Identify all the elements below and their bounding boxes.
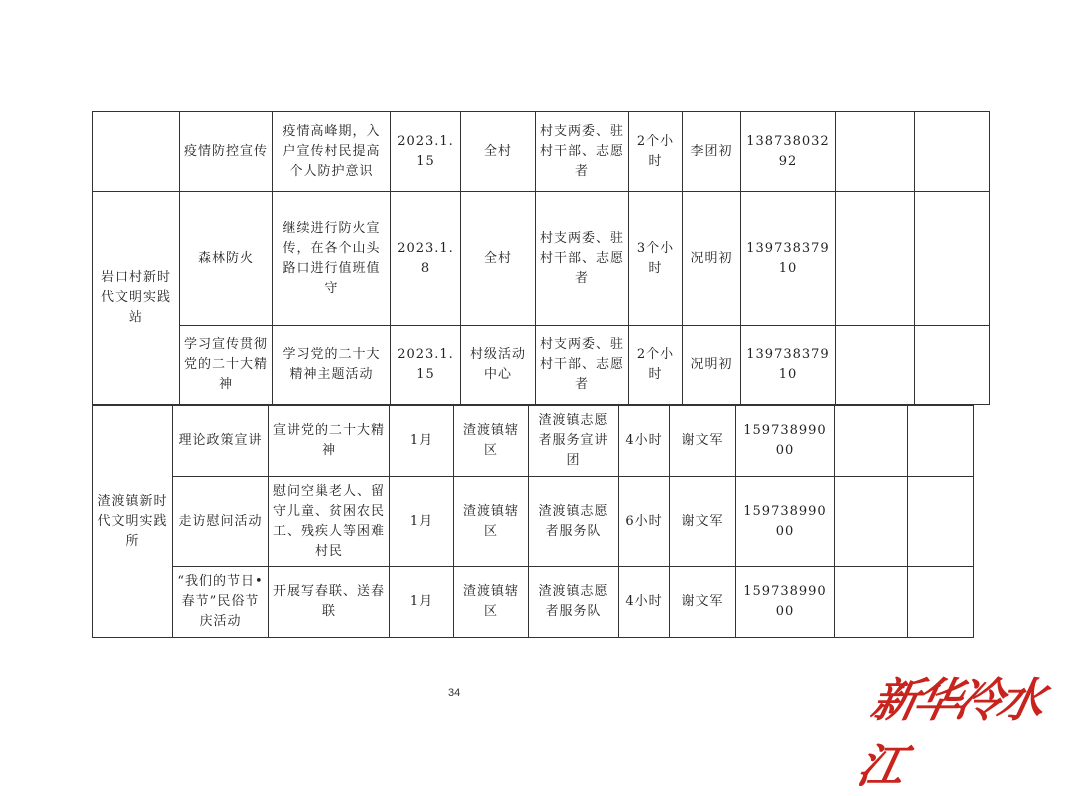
org-cell: 村支两委、驻村干部、志愿者	[536, 112, 629, 192]
content-cell: 开展写春联、送春联	[269, 567, 390, 638]
place-cell: 渣渡镇辖区	[454, 477, 529, 567]
item-cell: 学习宣传贯彻党的二十大精神	[180, 326, 273, 405]
extra-cell	[915, 112, 990, 192]
contact-cell: 况明初	[683, 192, 741, 326]
date-cell: 2023.1.15	[391, 112, 461, 192]
org-cell: 村支两委、驻村干部、志愿者	[536, 326, 629, 405]
date-cell: 1月	[390, 406, 454, 477]
unit-cell	[93, 112, 180, 192]
place-cell: 全村	[461, 192, 536, 326]
extra-cell	[836, 192, 915, 326]
extra-cell	[836, 326, 915, 405]
unit-cell: 渣渡镇新时代文明实践所	[93, 406, 173, 638]
date-cell: 1月	[390, 567, 454, 638]
unit-cell: 岩口村新时代文明实践站	[93, 192, 180, 405]
content-cell: 疫情高峰期，入户宣传村民提高个人防护意识	[273, 112, 391, 192]
org-cell: 渣渡镇志愿者服务队	[529, 567, 619, 638]
org-cell: 渣渡镇志愿者服务宣讲团	[529, 406, 619, 477]
table-row	[93, 567, 974, 638]
content-cell: 学习党的二十大精神主题活动	[273, 326, 391, 405]
date-cell: 1月	[390, 477, 454, 567]
contact-cell: 谢文军	[670, 567, 736, 638]
extra-cell	[908, 477, 974, 567]
content-cell: 继续进行防火宣传，在各个山头路口进行值班值守	[273, 192, 391, 326]
duration-cell: 3个小时	[629, 192, 683, 326]
duration-cell: 6小时	[619, 477, 670, 567]
content-cell: 慰问空巢老人、留守儿童、贫困农民工、残疾人等困难村民	[269, 477, 390, 567]
duration-cell: 4小时	[619, 406, 670, 477]
phone-cell: 15973899000	[736, 477, 835, 567]
extra-cell	[915, 192, 990, 326]
item-cell: 疫情防控宣传	[180, 112, 273, 192]
page-number: 34	[448, 687, 461, 699]
activity-table-upper	[92, 111, 990, 405]
table-row	[93, 192, 990, 326]
watermark-logo	[852, 664, 1047, 793]
table-row	[93, 406, 974, 477]
phone-cell: 13873803292	[741, 112, 836, 192]
extra-cell	[836, 112, 915, 192]
phone-cell: 15973899000	[736, 406, 835, 477]
logo-text: 新华冷水江	[852, 673, 1047, 793]
duration-cell: 4小时	[619, 567, 670, 638]
item-cell: 森林防火	[180, 192, 273, 326]
place-cell: 渣渡镇辖区	[454, 406, 529, 477]
extra-cell	[835, 406, 908, 477]
item-cell: “我们的节日•春节”民俗节庆活动	[173, 567, 269, 638]
table-row	[93, 326, 990, 405]
extra-cell	[908, 567, 974, 638]
extra-cell	[835, 567, 908, 638]
contact-cell: 李团初	[683, 112, 741, 192]
org-cell: 渣渡镇志愿者服务队	[529, 477, 619, 567]
activity-table-lower	[92, 405, 974, 638]
extra-cell	[908, 406, 974, 477]
date-cell: 2023.1.15	[391, 326, 461, 405]
item-cell: 走访慰问活动	[173, 477, 269, 567]
contact-cell: 谢文军	[670, 406, 736, 477]
place-cell: 全村	[461, 112, 536, 192]
place-cell: 村级活动中心	[461, 326, 536, 405]
table-row	[93, 112, 990, 192]
org-cell: 村支两委、驻村干部、志愿者	[536, 192, 629, 326]
extra-cell	[835, 477, 908, 567]
phone-cell: 13973837910	[741, 192, 836, 326]
phone-cell: 15973899000	[736, 567, 835, 638]
phone-cell: 13973837910	[741, 326, 836, 405]
contact-cell: 谢文军	[670, 477, 736, 567]
item-cell: 理论政策宣讲	[173, 406, 269, 477]
contact-cell: 况明初	[683, 326, 741, 405]
place-cell: 渣渡镇辖区	[454, 567, 529, 638]
date-cell: 2023.1.8	[391, 192, 461, 326]
duration-cell: 2个小时	[629, 326, 683, 405]
content-cell: 宣讲党的二十大精神	[269, 406, 390, 477]
duration-cell: 2个小时	[629, 112, 683, 192]
table-row	[93, 477, 974, 567]
extra-cell	[915, 326, 990, 405]
